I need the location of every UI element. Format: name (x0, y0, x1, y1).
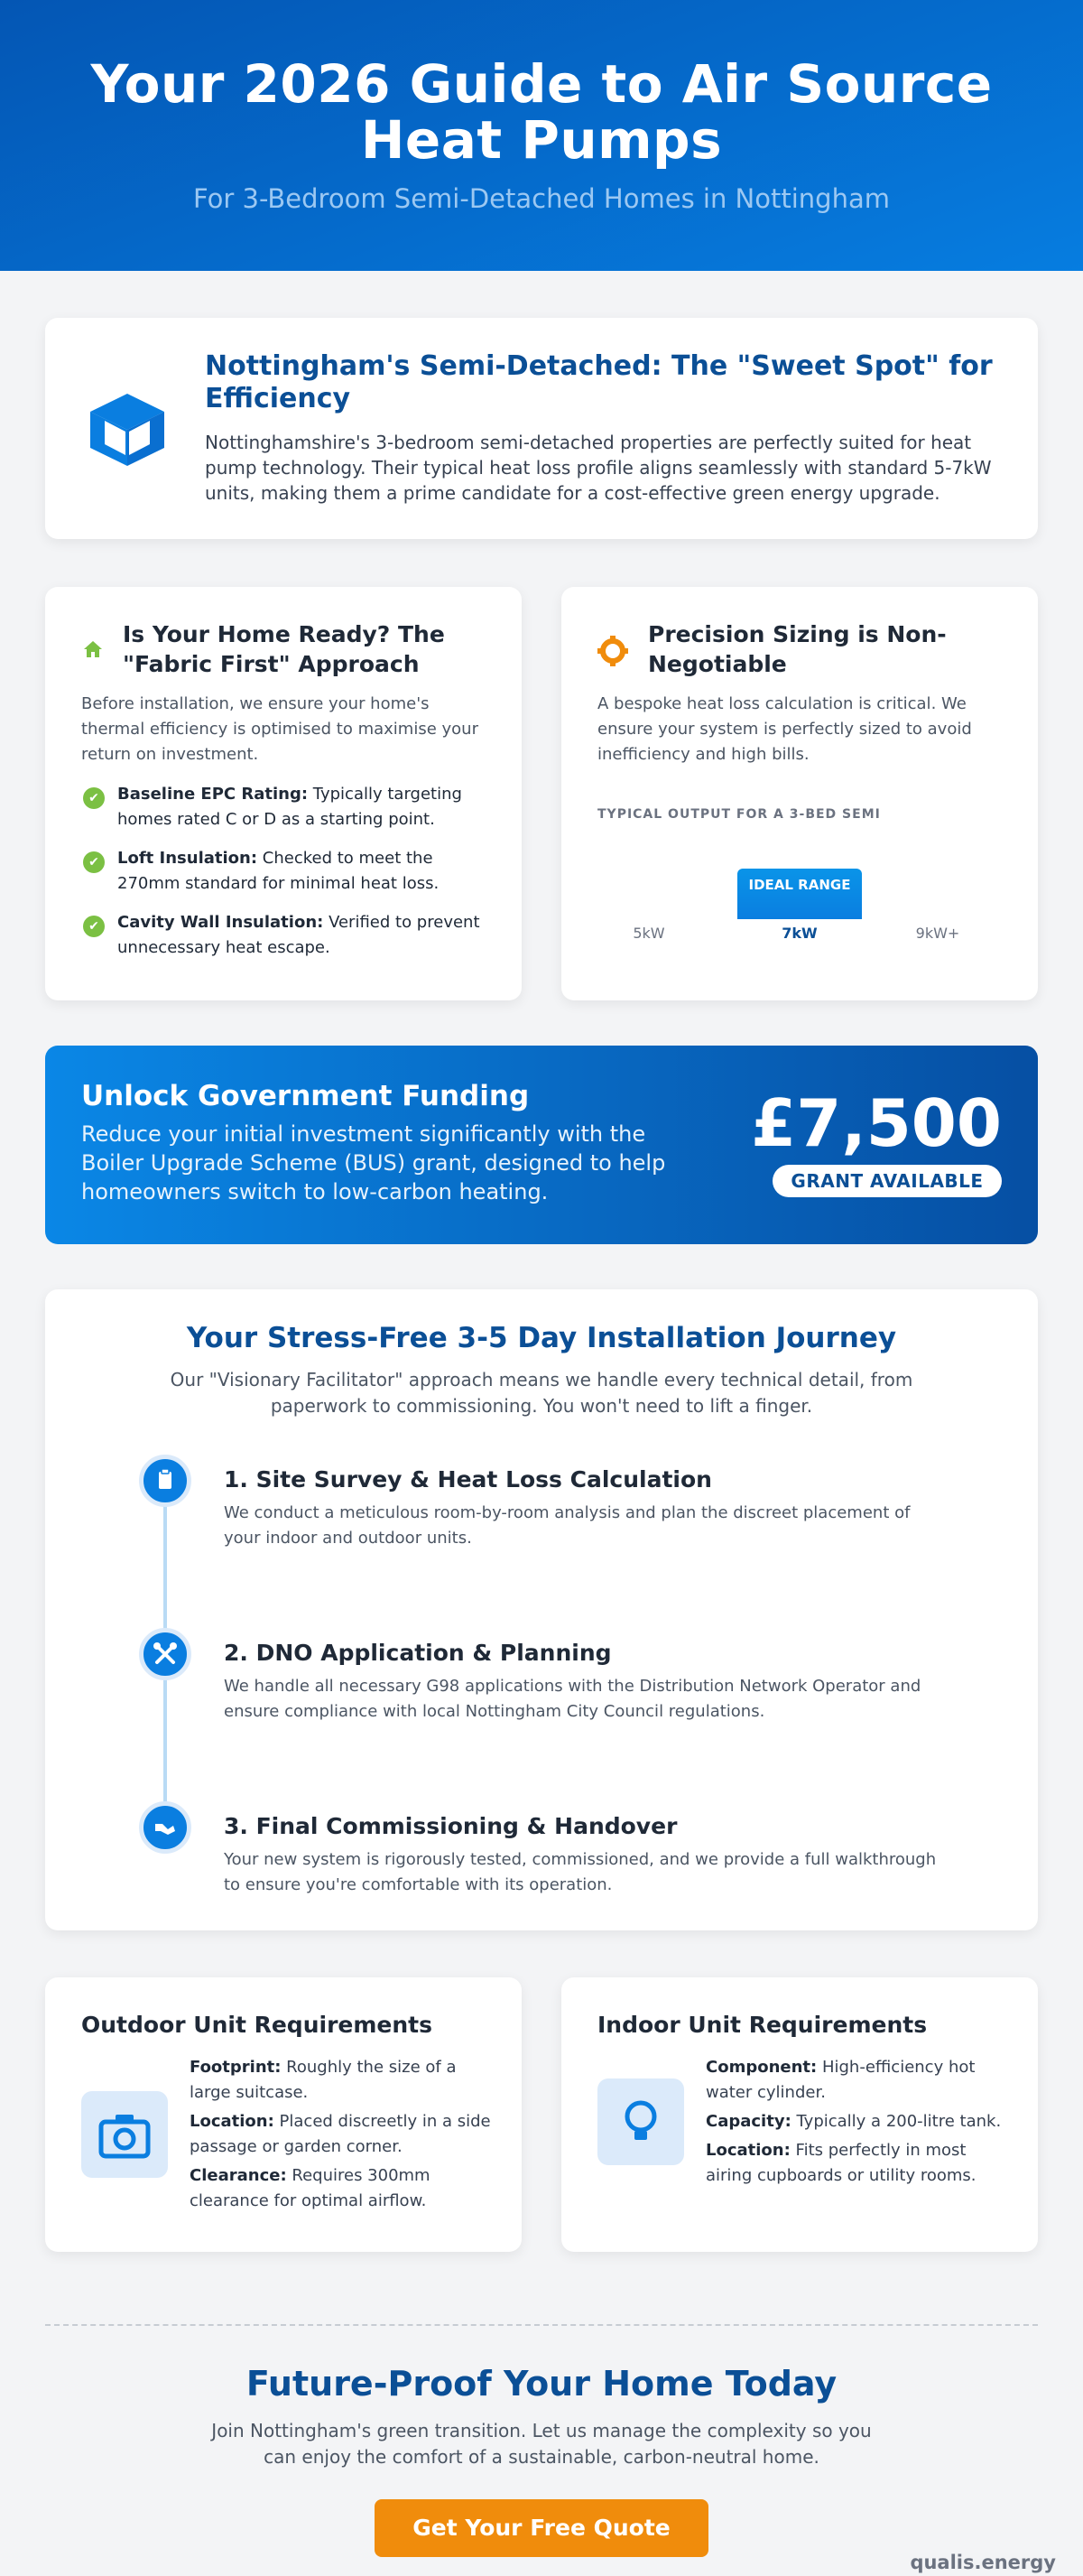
list-item: Clearance: Requires 300mm clearance for optimal airflow. (190, 2166, 430, 2210)
list-item: ✔ Cavity Wall Insulation: Verified to prevent unnecessary heat escape. (81, 910, 496, 961)
readiness-checklist (81, 782, 496, 974)
step-3-text: Your new system is rigorously tested, commissioned, and we provide a full walkthrough to ensure you're comfortable with its operation. (224, 1850, 937, 1894)
lightbulb-icon (597, 2078, 684, 2165)
check-icon: ✔ (83, 851, 105, 873)
journey-intro: Our "Visionary Facilitator" approach means we handle every technical detail, from paperwork to commissioning. You won't need to lift a finger. (170, 1369, 913, 1417)
step-1-text: We conduct a meticulous room-by-room analysis and plan the discreet placement of your indoor and outdoor units. (224, 1503, 911, 1548)
handshake-icon (139, 1801, 191, 1854)
ready-title: Is Your Home Ready? The "Fabric First" Approach (123, 621, 445, 677)
intro-body: Nottinghamshire's 3-bedroom semi-detached properties are perfectly suited for heat pump technology. Their typical heat loss profile aligns seamlessly with standard 5-7kW units, making them a prime candidate for a cost-effective green energy upgrade. (205, 432, 992, 504)
list-item: Component: High-efficiency hot water cylinder. (706, 2058, 976, 2102)
step-1-title: 1. Site Survey & Heat Loss Calculation (224, 1466, 712, 1493)
scale-label-7kw: 7kW (782, 925, 818, 942)
ready-body: Before installation, we ensure your home's thermal efficiency is optimised to maximise your return on investment. (81, 694, 478, 764)
list-item: ✔ Loft Insulation: Checked to meet the 270mm standard for minimal heat loss. (81, 846, 496, 897)
list-item: Capacity: Typically a 200-litre tank. (706, 2112, 1002, 2131)
check-icon: ✔ (83, 787, 105, 809)
scale-label-9kw: 9kW+ (915, 925, 960, 942)
hero-banner (0, 0, 1083, 271)
page-title: Your 2026 Guide to Air Source Heat Pumps (90, 53, 993, 171)
outdoor-title: Outdoor Unit Requirements (81, 2012, 432, 2038)
list-item: Location: Fits perfectly in most airing cupboards or utility rooms. (706, 2141, 977, 2185)
list-item: Location: Placed discreetly in a side passage or garden corner. (190, 2112, 491, 2156)
list-item: Footprint: Roughly the size of a large suitcase. (190, 2058, 457, 2102)
funding-banner (45, 1046, 1038, 1244)
outdoor-requirements-card (45, 1977, 522, 2252)
brand-watermark: qualis.energy (910, 2552, 1056, 2573)
grant-amount: £7,500 (751, 1085, 1002, 1161)
clipboard-icon (139, 1455, 191, 1507)
intro-card (45, 318, 1038, 539)
cta-body: Join Nottingham's green transition. Let us manage the complexity so you can enjoy the comfort of a sustainable, carbon-neutral home. (211, 2420, 872, 2468)
check-icon: ✔ (83, 916, 105, 937)
journey-card (45, 1289, 1038, 1930)
get-quote-button[interactable]: Get Your Free Quote (375, 2499, 708, 2557)
grant-badge: GRANT AVAILABLE (773, 1165, 1002, 1197)
output-eyebrow: TYPICAL OUTPUT FOR A 3-BED SEMI (597, 807, 881, 822)
cube-icon (87, 390, 168, 468)
house-icon (83, 639, 103, 659)
step-2-text: We handle all necessary G98 applications with the Distribution Network Operator and ensure compliance with local Nottingham City Council regulations. (224, 1677, 921, 1721)
journey-title: Your Stress-Free 3-5 Day Installation Journey (186, 1322, 897, 1354)
indoor-requirements-card (561, 1977, 1038, 2252)
gear-icon (596, 634, 630, 668)
step-3-title: 3. Final Commissioning & Handover (224, 1813, 678, 1839)
intro-title: Nottingham's Semi-Detached: The "Sweet Spot" for Efficiency (205, 350, 993, 414)
indoor-title: Indoor Unit Requirements (597, 2012, 928, 2038)
ready-card (45, 587, 522, 1000)
list-item: ✔ Baseline EPC Rating: Typically targeting homes rated C or D as a starting point. (81, 782, 496, 832)
funding-title: Unlock Government Funding (81, 1080, 530, 1112)
scale-label-5kw: 5kW (633, 925, 665, 942)
sizing-title: Precision Sizing is Non-Negotiable (648, 621, 947, 677)
ideal-range-bar: IDEAL RANGE (737, 869, 862, 919)
camera-icon (81, 2091, 168, 2178)
indoor-list (706, 2055, 1013, 2192)
page-subtitle: For 3-Bedroom Semi-Detached Homes in Nottingham (193, 183, 890, 214)
sizing-card (561, 587, 1038, 1000)
step-2-title: 2. DNO Application & Planning (224, 1640, 612, 1666)
cta-title: Future-Proof Your Home Today (245, 2364, 838, 2404)
section-divider (45, 2324, 1038, 2326)
funding-body: Reduce your initial investment significantly with the Boiler Upgrade Scheme (BUS) grant, designed to help homeowners switch to low-carbon heating. (81, 1121, 666, 1204)
tools-icon (139, 1628, 191, 1680)
sizing-body: A bespoke heat loss calculation is critical. We ensure your system is perfectly sized to avoid inefficiency and high bills. (597, 694, 972, 764)
outdoor-list (190, 2055, 496, 2218)
